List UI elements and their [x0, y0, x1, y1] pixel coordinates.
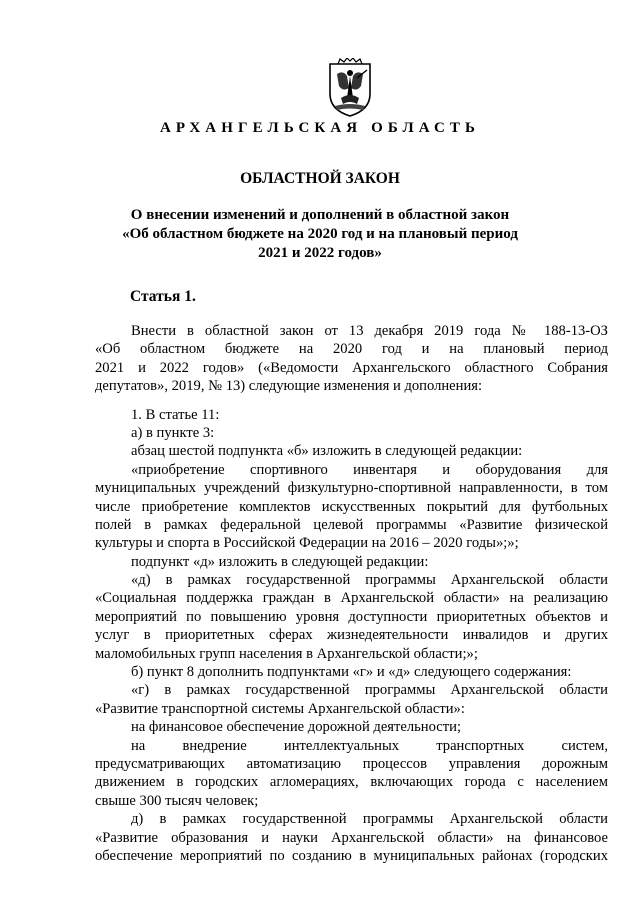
- body-line: «Об областном бюджете на 2020 год и на плановый период: [95, 341, 608, 358]
- law-title: [60, 206, 580, 263]
- body-line: числе приобретение комплектов искусственных покрытий для футбольных: [95, 498, 608, 515]
- article-body: [95, 322, 608, 865]
- body-line: «Развитие транспортной системы Архангельской области»:: [95, 700, 465, 717]
- body-line: движением в городских агломерациях, включающих города с населением: [95, 774, 608, 791]
- body-line: на финансовое обеспечение дорожной деятельности;: [131, 719, 461, 736]
- body-line: «Социальная поддержка граждан в Архангельской области» на реализацию: [95, 590, 608, 607]
- body-line: маломобильных групп населения в Архангельской области;»;: [95, 645, 478, 662]
- law-title-line: О внесении изменений и дополнений в областной закон: [130, 207, 510, 223]
- document-type: ОБЛАСТНОЙ ЗАКОН: [240, 170, 400, 187]
- body-line: 1. В статье 11:: [131, 406, 220, 423]
- body-line: муниципальных учреждений физкультурно-спортивной направленности, в том: [95, 480, 608, 497]
- body-line: свыше 300 тысяч человек;: [95, 792, 259, 809]
- body-line: культуры и спорта в Российской Федерации на 2016 – 2020 годы»;»;: [95, 535, 519, 552]
- coat-of-arms-emblem-icon: [327, 58, 373, 118]
- body-line: «г) в рамках государственной программы Архангельской области: [131, 682, 608, 699]
- body-line: полей в рамках федеральной целевой программы «Развитие физической: [95, 516, 608, 533]
- paragraph-gap: [95, 396, 608, 406]
- body-line: абзац шестой подпункта «б» изложить в следующей редакции:: [131, 443, 523, 460]
- body-line: услуг в приоритетных сферах жизнедеятельности инвалидов и других: [95, 627, 608, 644]
- region-name: АРХАНГЕЛЬСКАЯ ОБЛАСТЬ: [159, 120, 481, 136]
- body-line: д) в рамках государственной программы Архангельской области: [131, 811, 608, 828]
- body-line: «приобретение спортивного инвентаря и оборудования для: [131, 461, 608, 478]
- body-line: депутатов», 2019, № 13) следующие изменения и дополнения:: [95, 378, 483, 395]
- body-line: б) пункт 8 дополнить подпунктами «г» и «д» следующего содержания:: [131, 664, 572, 681]
- body-line: 2021 и 2022 годов» («Ведомости Архангельского областного Собрания: [95, 359, 608, 376]
- body-line: «Развитие образования и науки Архангельской области» на финансовое: [95, 829, 608, 846]
- article-heading: Статья 1.: [130, 288, 196, 305]
- body-line: мероприятий по повышению уровня доступности приоритетных объектов и: [95, 608, 608, 625]
- body-line: на внедрение интеллектуальных транспортных систем,: [131, 737, 608, 754]
- body-line: подпункт «д» изложить в следующей редакции:: [131, 553, 429, 570]
- body-line: Внести в областной закон от 13 декабря 2019 года № 188-13-ОЗ: [131, 323, 608, 339]
- body-line: «д) в рамках государственной программы Архангельской области: [131, 572, 608, 589]
- law-title-line: «Об областном бюджете на 2020 год и на плановый период: [122, 226, 518, 242]
- body-line: предусматривающих автоматизацию процессов управления дорожным: [95, 755, 608, 772]
- law-title-line: 2021 и 2022 годов»: [258, 245, 382, 261]
- body-line: а) в пункте 3:: [131, 424, 215, 441]
- body-line: обеспечение мероприятий по созданию в муниципальных районах (городских: [95, 847, 608, 864]
